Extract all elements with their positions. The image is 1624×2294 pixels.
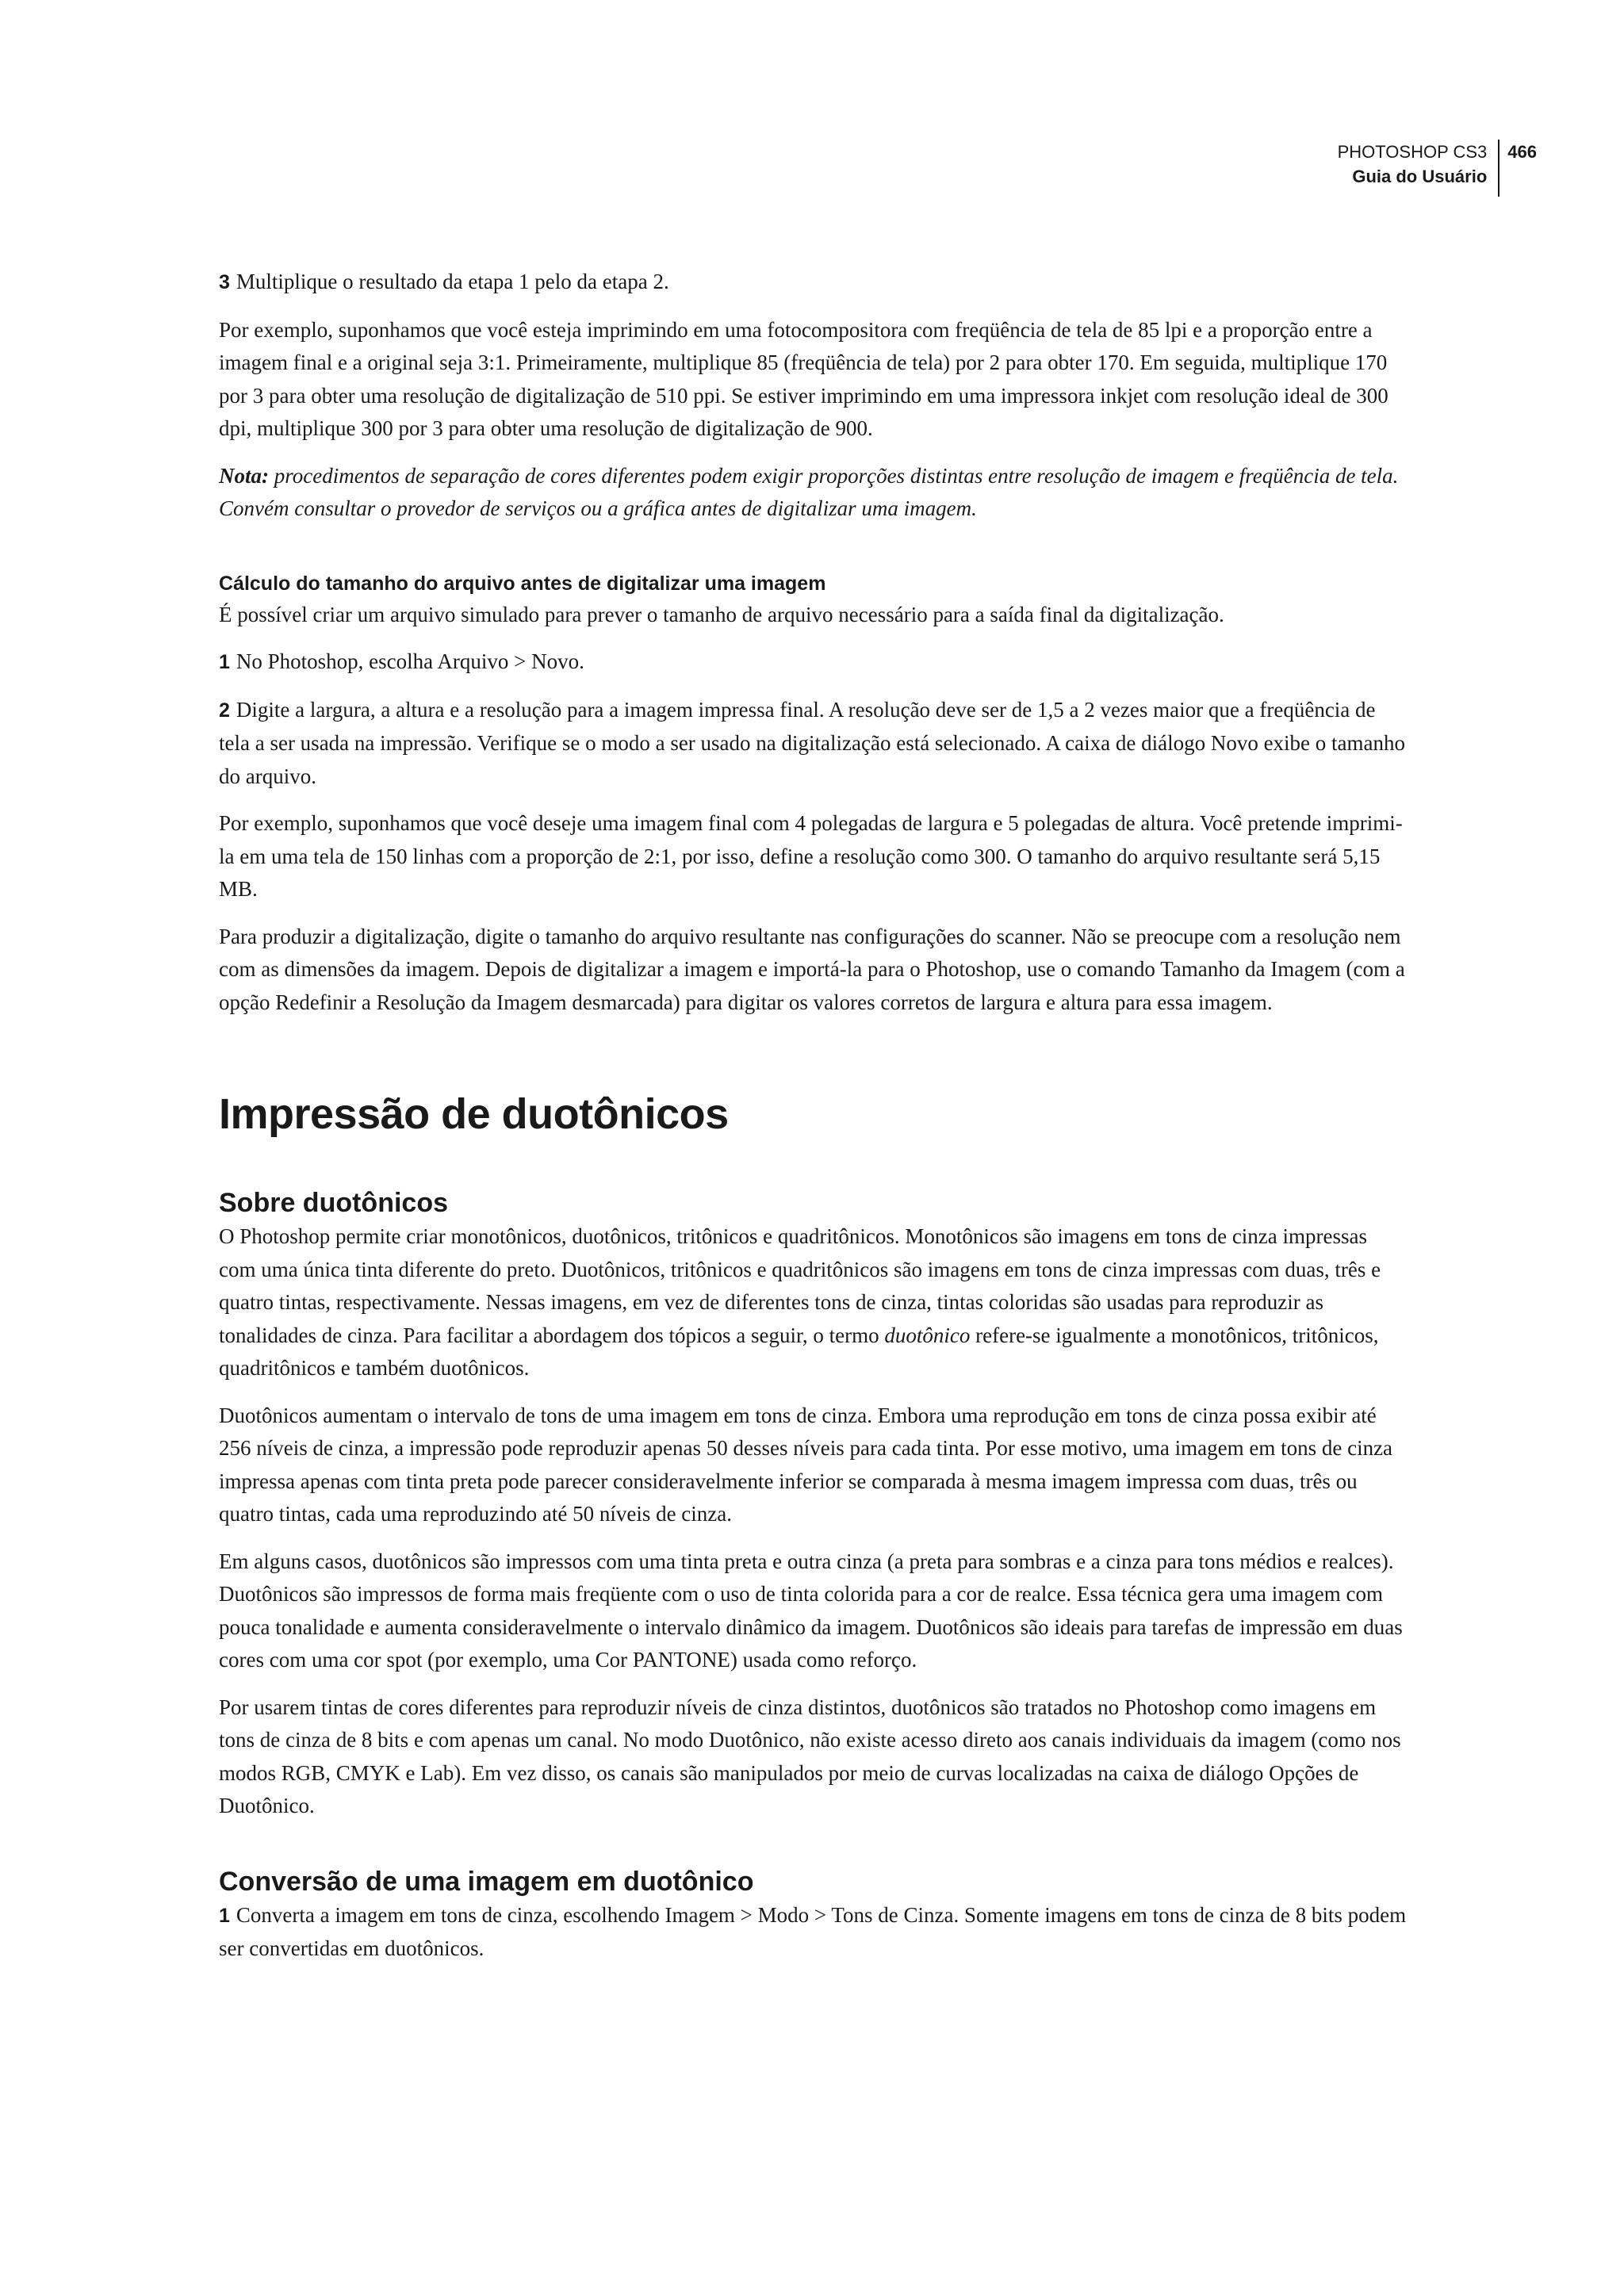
text-run: O Photoshop permite criar monotônicos, duotônicos, tritônicos e quadritônicos. Monotônicos são imagens em tons de cinza impressas com uma única tinta diferente do preto. Duotônicos, tritônicos e quadritônicos são imagens em tons de cinza impressas com duas, três e quatro tintas, respectivamente. Nessas imagens, em vez de diferentes tons de cinza, tintas coloridas são usadas para reproduzir as tonalidades de cinza. Para facilitar a abordagem dos tópicos a seguir, o termo (219, 1224, 1381, 1347)
body-paragraph: Duotônicos aumentam o intervalo de tons de uma imagem em tons de cinza. Embora uma reprodução em tons de cinza possa exibir até 256 níveis de cinza, a impressão pode reproduzir apenas 50 desses níveis para cada tinta. Por esse motivo, uma imagem em tons de cinza impressa apenas com tinta preta pode parecer consideravelmente inferior se comparada à mesma imagem impressa com duas, três ou quatro tintas, cada uma reproduzindo até 50 níveis de cinza. (219, 1403, 1393, 1526)
step-number: 2 (219, 699, 230, 722)
page-number: 466 (1507, 142, 1537, 162)
italic-term: duotônico (884, 1323, 971, 1347)
step-text: Converta a imagem em tons de cinza, escolhendo Imagem > Modo > Tons de Cinza. Somente imagens em tons de cinza de 8 bits podem ser convertidas em duotônicos. (219, 1902, 1407, 1960)
step-paragraph (219, 645, 1408, 680)
header-subtitle: Guia do Usuário (1352, 167, 1488, 186)
step-paragraph (219, 1899, 1408, 1966)
page-body (219, 266, 1408, 1980)
body-paragraph: Para produzir a digitalização, digite o tamanho do arquivo resultante nas configurações do scanner. Não se preocupe com a resolução nem com as dimensões da imagem. Depois de digitalizar a imagem e importá-la para o Photoshop, use o comando Tamanho da Imagem (com a opção Redefinir a Resolução da Imagem desmarcada) para digitar os valores corretos de largura e altura para essa imagem. (219, 924, 1405, 1014)
step-number: 1 (219, 1904, 230, 1927)
body-paragraph: É possível criar um arquivo simulado para prever o tamanho de arquivo necessário para a saída final da digitalização. (219, 602, 1224, 626)
step-text: Digite a largura, a altura e a resolução para a imagem impressa final. A resolução deve ser de 1,5 a 2 vezes maior que a freqüência de tela a ser usada na impressão. Verifique se o modo a ser usado na digitalização está selecionado. A caixa de diálogo Novo exibe o tamanho do arquivo. (219, 697, 1406, 788)
step-text: Multiplique o resultado da etapa 1 pelo da etapa 2. (236, 270, 669, 293)
body-paragraph: Por exemplo, suponhamos que você deseje uma imagem final com 4 polegadas de largura e 5 polegadas de altura. Você pretende imprimi-la em uma tela de 150 linhas com a proporção de 2:1, por isso, define a resolução como 300. O tamanho do arquivo resultante será 5,15 MB. (219, 811, 1403, 901)
running-header (1338, 140, 1537, 197)
header-product: PHOTOSHOP CS3 (1337, 142, 1488, 162)
note-text: procedimentos de separação de cores diferentes podem exigir proporções distintas entre resolução de imagem e freqüência de tela. Convém consultar o provedor de serviços ou a gráfica antes de digitalizar uma imagem. (219, 463, 1399, 520)
note-label: Nota: (219, 463, 269, 488)
header-titles (1338, 140, 1500, 197)
text-run: refere-se igualmente a monotônicos, tritônicos, quadritônicos e também duotônicos. (219, 1323, 1379, 1380)
chapter-title: Impressão de duotônicos (219, 1090, 729, 1138)
example-paragraph: Por exemplo, suponhamos que você esteja imprimindo em uma fotocompositora com freqüência de tela de 85 lpi e a proporção entre a imagem final e a original seja 3:1. Primeiramente, multiplique 85 (freqüência de tela) por 2 para obter 170. Em seguida, multiplique 170 por 3 para obter uma resolução de digitalização de 510 ppi. Se estiver imprimindo em uma impressora inkjet com resolução ideal de 300 dpi, multiplique 300 por 3 para obter uma resolução de digitalização de 900. (219, 317, 1388, 440)
section-heading-convert: Conversão de uma imagem em duotônico (219, 1866, 754, 1897)
body-paragraph (219, 1220, 1408, 1385)
note-paragraph (219, 460, 1408, 526)
step-text: No Photoshop, escolha Arquivo > Novo. (236, 649, 584, 673)
section-heading-about-duotones: Sobre duotônicos (219, 1188, 448, 1218)
body-paragraph: Por usarem tintas de cores diferentes para reproduzir níveis de cinza distintos, duotônicos são tratados no Photoshop como imagens em tons de cinza de 8 bits e com apenas um canal. No modo Duotônico, não existe acesso direto aos canais individuais da imagem (como nos modos RGB, CMYK e Lab). Em vez disso, os canais são manipulados por meio de curvas localizadas na caixa de diálogo Opções de Duotônico. (219, 1695, 1401, 1817)
section-heading-file-size: Cálculo do tamanho do arquivo antes de digitalizar uma imagem (219, 572, 826, 595)
step-number: 3 (219, 271, 230, 293)
body-paragraph: Em alguns casos, duotônicos são impressos com uma tinta preta e outra cinza (a preta para sombras e a cinza para tons médios e realces). Duotônicos são impressos de forma mais freqüente com o uso de tinta colorida para a cor de realce. Essa técnica gera uma imagem com pouca tonalidade e aumenta consideravelmente o intervalo dinâmico da imagem. Duotônicos são ideais para tarefas de impressão em duas cores com uma cor spot (por exemplo, uma Cor PANTONE) usada como reforço. (219, 1549, 1403, 1672)
step-number: 1 (219, 651, 230, 673)
step-paragraph (219, 266, 1408, 300)
step-paragraph (219, 694, 1408, 794)
